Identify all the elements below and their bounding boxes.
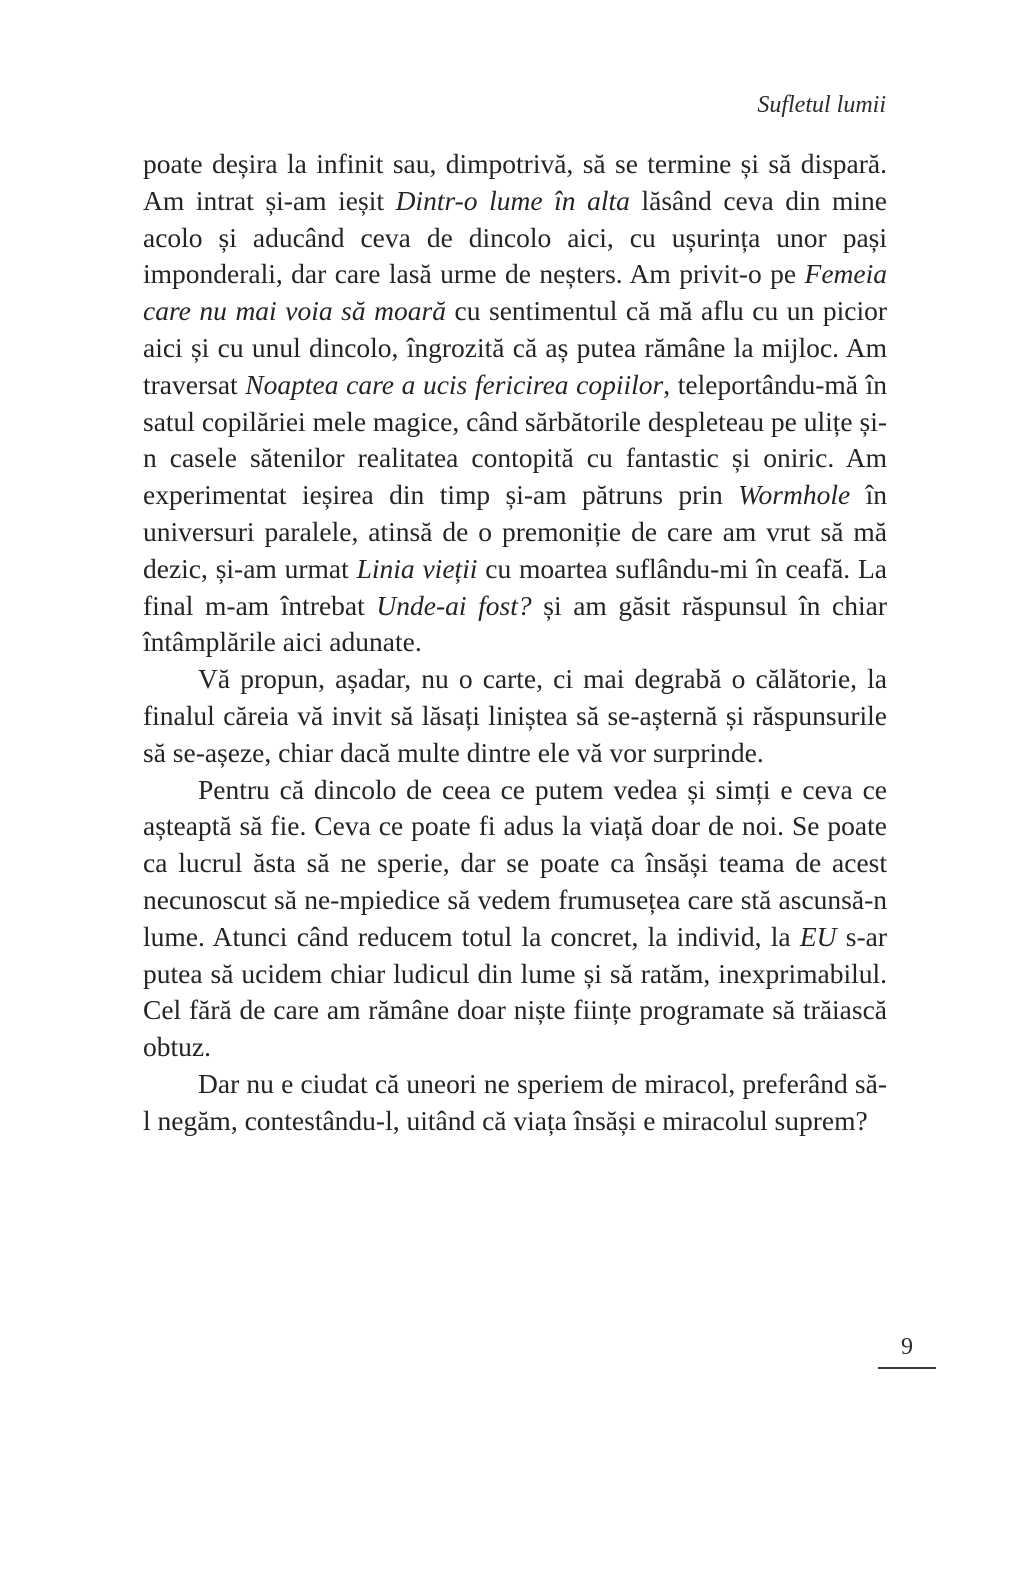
text-run: cu moartea suflându-mi în ceafă. La final m-am întrebat [143, 552, 888, 621]
text-run: în universuri paralele, atinsă de o premoniție de care am vrut să mă dezic, și-am urmat [143, 479, 887, 584]
italic-title-run: Femeia care nu mai voia să moară [143, 258, 887, 327]
text-run: Vă propun, așadar, nu o carte, ci mai degrabă o călătorie, la finalul căreia vă invit să lăsați liniștea să se-așternă și răspunsurile să se-așeze, chiar dacă multe dintre ele vă vor surprinde. [143, 663, 887, 768]
italic-title-run: Wormhole [738, 479, 851, 511]
text-run: cu sentimentul că mă aflu cu un picior aici și cu unul dincolo, îngrozită că aș putea rămâne la mijloc. Am traversat [143, 295, 888, 400]
italic-title-run: Unde-ai fost? [376, 589, 532, 621]
paragraph [143, 772, 887, 1066]
text-run: Pentru că dincolo de ceea ce putem vedea și simți e ceva ce așteaptă să fie. Ceva ce poate fi adus la viață doar de noi. Se poate ca lucrul ăsta să ne sperie, dar se poate ca însăși teama de acest necunoscut să ne-mpiedice să vedem frumusețea care stă ascunsă-n lume. Atunci când reducem totul la concret, la individ, la [143, 773, 887, 952]
running-head: Sufletul lumii [757, 92, 886, 118]
page-number-block [878, 1334, 936, 1369]
paragraph [143, 146, 887, 661]
body-text [143, 146, 887, 1140]
text-run: lăsând ceva din mine acolo și aducând ceva de dincolo aici, cu ușurința unor pași imponderali, dar care lasă urme de neșters. Am privit-o pe [143, 184, 888, 290]
italic-title-run: Dintr-o lume în alta [395, 184, 630, 216]
paragraph [143, 1066, 887, 1140]
italic-title-run: Linia vieții [356, 552, 478, 584]
page-number-rule [878, 1367, 936, 1369]
text-run: , teleportându-mă în satul copilăriei mele magice, când sărbătorile despleteau pe ulițe și-n casele sătenilor realitatea contopită cu fantastic și oniric. Am experimentat ieșirea din timp și-am pătruns prin [143, 368, 887, 511]
paragraph [143, 661, 887, 771]
page-number: 9 [901, 1334, 913, 1360]
text-run: s-ar putea să ucidem chiar ludicul din lume și să ratăm, inexprimabilul. Cel fără de care am rămâne doar niște ființe programate să trăiască obtuz. [143, 920, 887, 1063]
italic-title-run: EU [799, 920, 837, 952]
italic-title-run: Noaptea care a ucis fericirea copiilor [245, 368, 664, 400]
text-run: și am găsit răspunsul în chiar întâmplările aici adunate. [143, 589, 887, 658]
text-run: poate deșira la infinit sau, dimpotrivă, să se termine și să dispară. Am intrat și-am ieșit [143, 148, 887, 216]
text-run: Dar nu e ciudat că uneori ne speriem de miracol, preferând să-l negăm, contestându-l, uitând că viața însăși e miracolul suprem? [143, 1067, 887, 1136]
